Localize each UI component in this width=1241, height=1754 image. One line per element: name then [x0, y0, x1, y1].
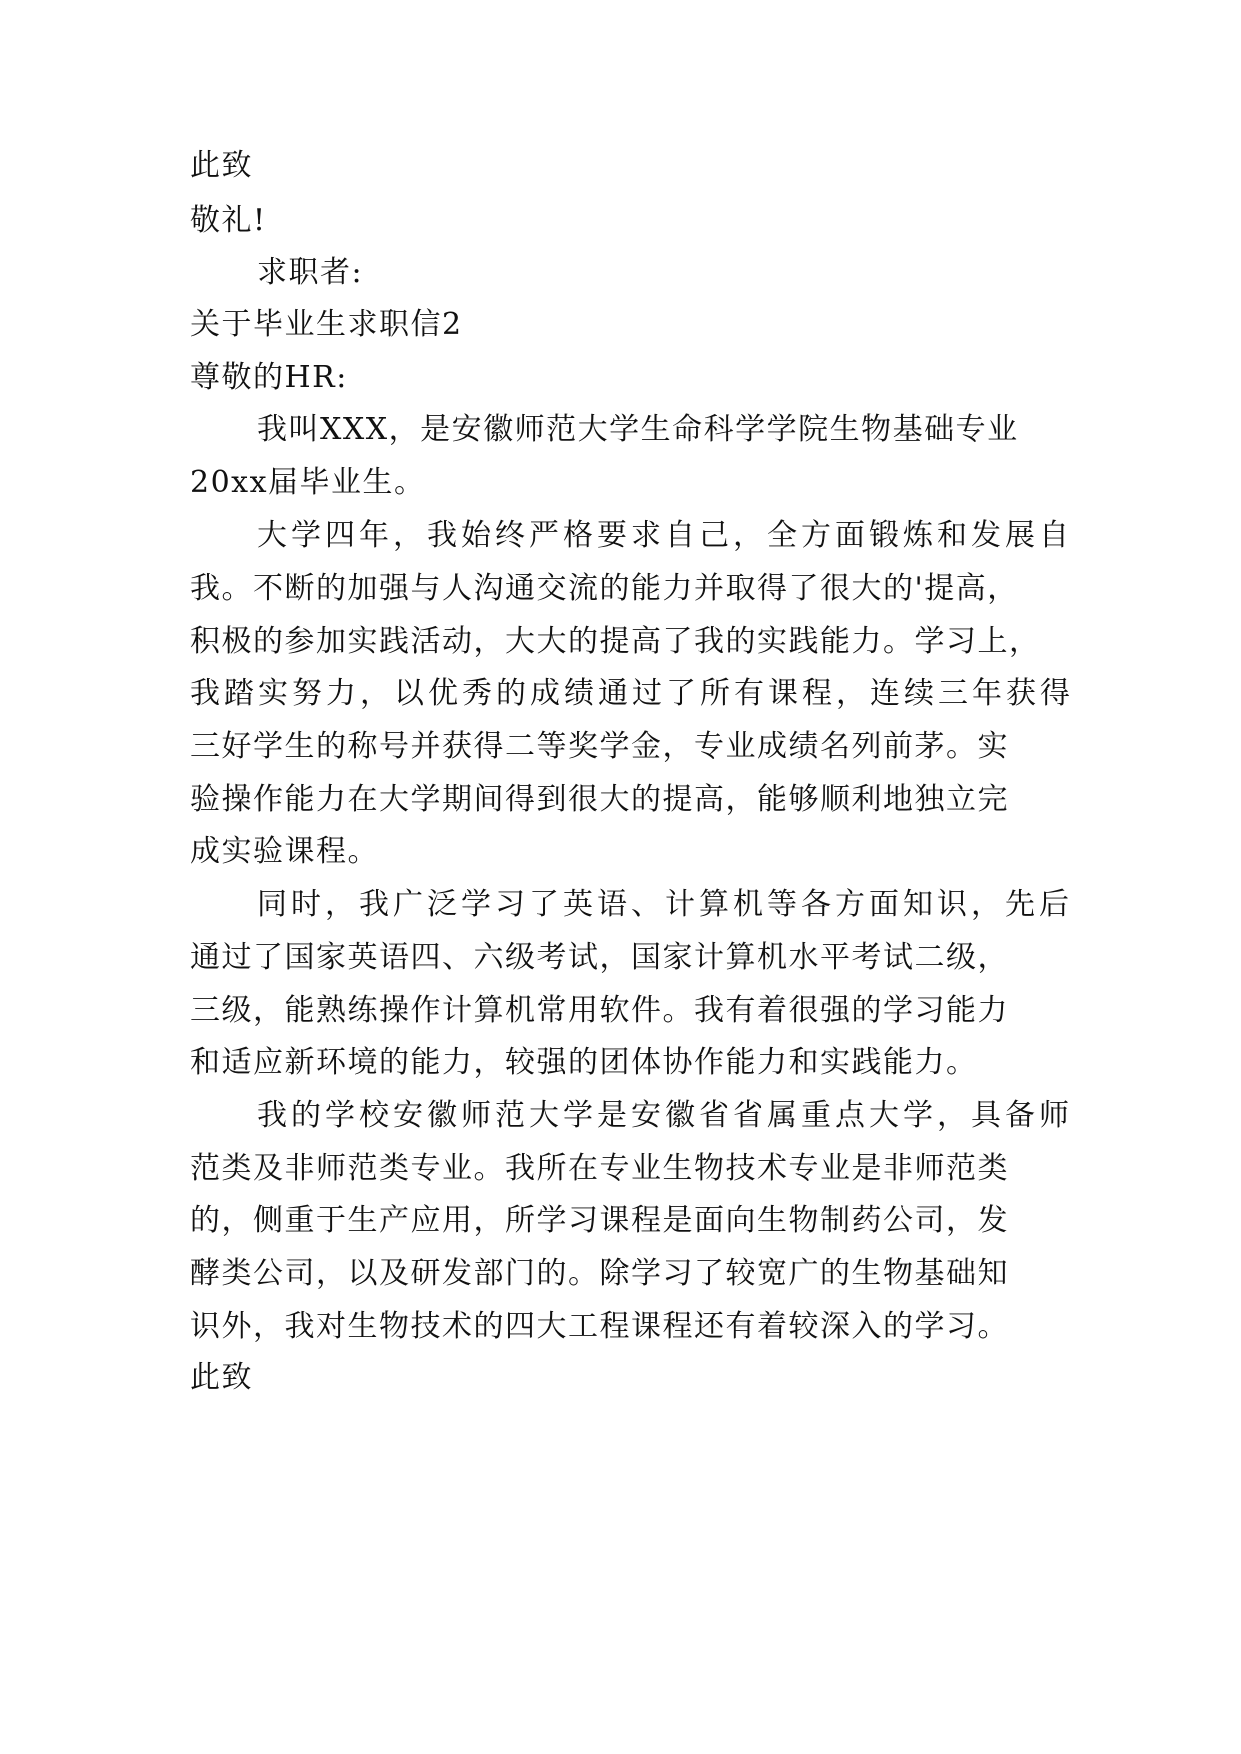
- paragraph-line: 成实验课程。: [190, 834, 379, 869]
- paragraph-line: 和适应新环境的能力，较强的团体协作能力和实践能力。: [190, 1045, 978, 1080]
- closing-regards: 敬礼!: [190, 203, 267, 238]
- paragraph-line: 同时，我广泛学习了英语、计算机等各方面知识，先后: [257, 887, 1073, 922]
- paragraph-line: 范类及非师范类专业。我所在专业生物技术专业是非师范类: [190, 1151, 1009, 1186]
- paragraph-line: 我。不断的加强与人沟通交流的能力并取得了很大的'提高，: [190, 571, 1019, 606]
- paragraph-line: 我踏实努力，以优秀的成绩通过了所有课程，连续三年获得: [190, 676, 1074, 711]
- paragraph-line: 大学四年，我始终严格要求自己，全方面锻炼和发展自: [257, 518, 1073, 553]
- paragraph-line: 通过了国家英语四、六级考试，国家计算机水平考试二级，: [190, 940, 1009, 975]
- paragraph-line: 我叫XXX，是安徽师范大学生命科学学院生物基础专业: [257, 412, 1019, 447]
- paragraph-line: 我的学校安徽师范大学是安徽省省属重点大学，具备师: [257, 1098, 1073, 1133]
- paragraph-line: 酵类公司，以及研发部门的。除学习了较宽广的生物基础知: [190, 1256, 1009, 1291]
- paragraph-line: 三好学生的称号并获得二等奖学金，专业成绩名列前茅。实: [190, 729, 1009, 764]
- paragraph-line: 三级，能熟练操作计算机常用软件。我有着很强的学习能力: [190, 993, 1009, 1028]
- signature-line: 求职者:: [257, 255, 364, 290]
- paragraph-line: 验操作能力在大学期间得到很大的提高，能够顺利地独立完: [190, 782, 1009, 817]
- paragraph-line: 20xx届毕业生。: [190, 465, 426, 500]
- salutation: 尊敬的HR:: [190, 360, 348, 395]
- letter-title: 关于毕业生求职信2: [190, 307, 463, 342]
- closing-line: 此致: [190, 1360, 253, 1395]
- paragraph-line: 识外，我对生物技术的四大工程课程还有着较深入的学习。: [190, 1309, 1009, 1344]
- closing-line: 此致: [190, 148, 253, 183]
- paragraph-line: 积极的参加实践活动，大大的提高了我的实践能力。学习上，: [190, 624, 1041, 659]
- paragraph-line: 的，侧重于生产应用，所学习课程是面向生物制药公司，发: [190, 1203, 1009, 1238]
